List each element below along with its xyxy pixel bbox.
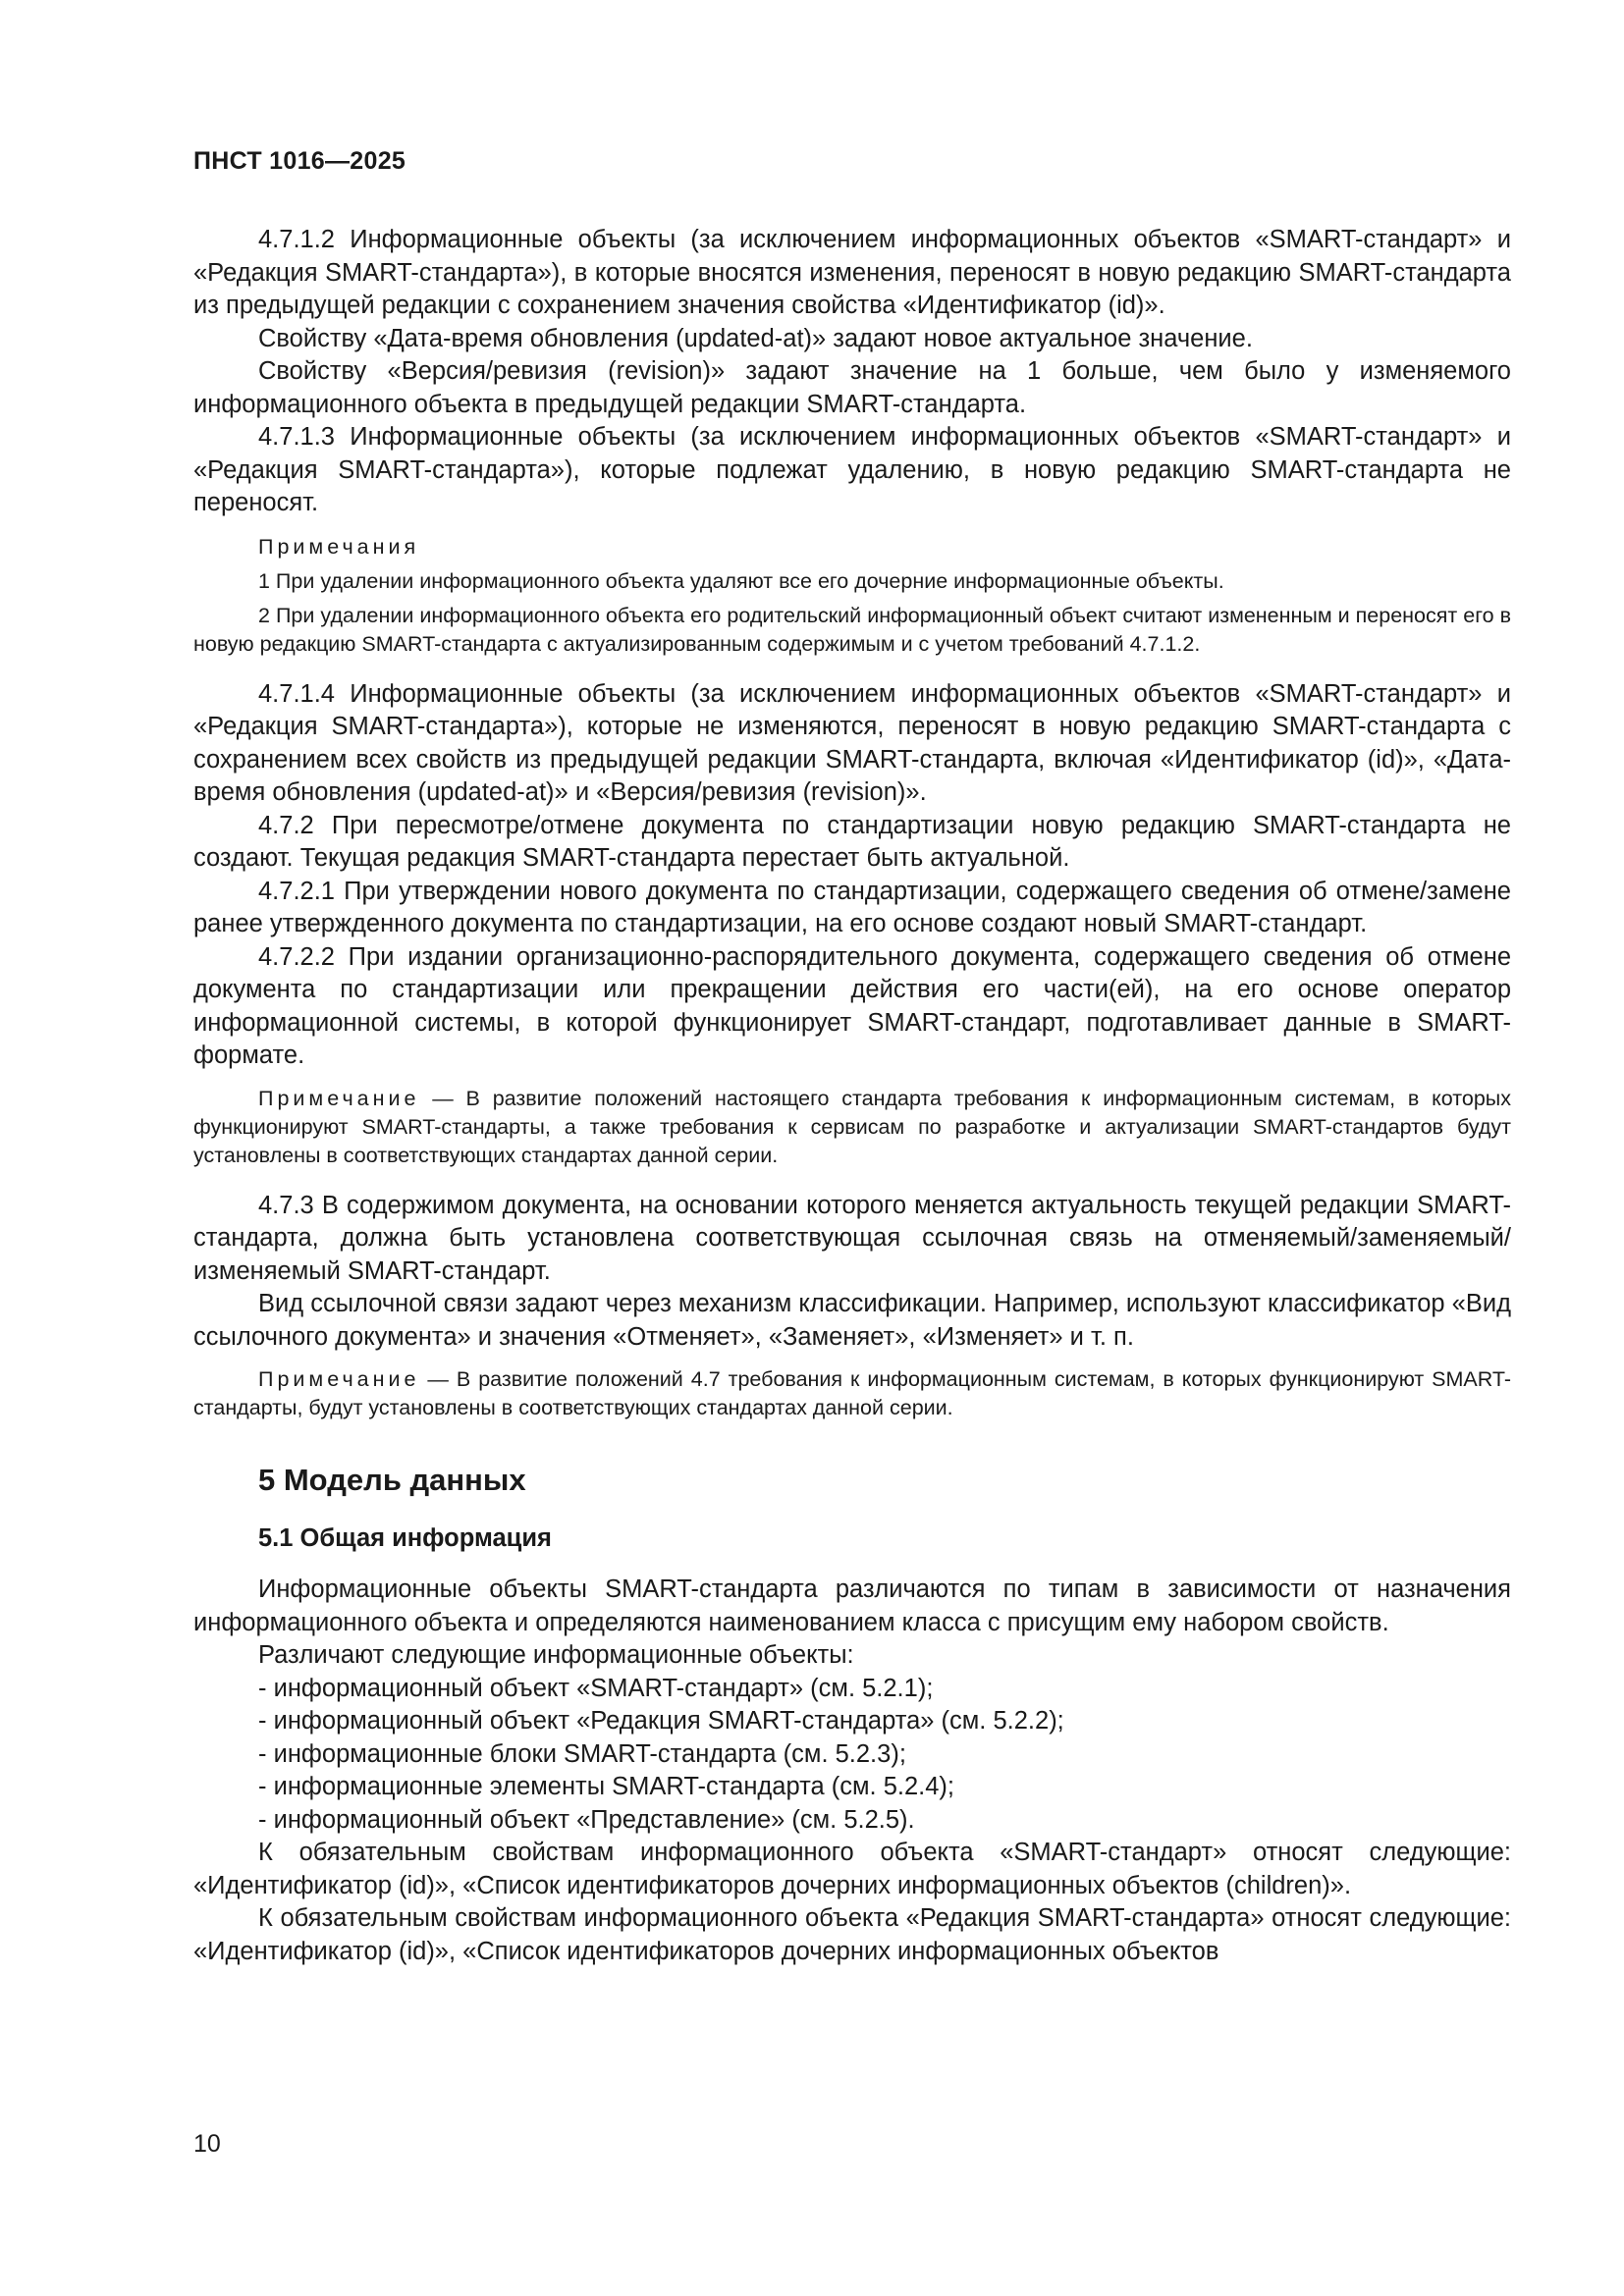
paragraph-reference-type: Вид ссылочной связи задают через механизм классификации. Например, используют классификатор «Вид ссылочного документа» и значения «Отменяет», «Заменяет», «Изменяет» и т. п. [193,1290,1511,1351]
note-label: Примечание [258,1086,420,1110]
paragraph-4-7-2-2: 4.7.2.2 При издании организационно-распорядительного документа, содержащего сведения об отмене документа по стандартизации или прекращении действия его части(ей), на его основе оператор информационной системы, в которой функционирует SMART-стандарт, подготавливает данные в SMART-формате. [193,942,1511,1069]
paragraph-list-intro: Различают следующие информационные объекты: [258,1641,854,1669]
note-text: — В развитие положений 4.7 требования к информационным системам, в которых функционируют SMART-стандарты, будут установлены в соответствующих стандартах данной серии. [193,1367,1511,1419]
list-item: - информационный объект «Представление» (см. 5.2.5). [258,1805,915,1834]
paragraph-object-types: Информационные объекты SMART-стандарта различаются по типам в зависимости от назначения информационного объекта и определяются наименованием класса с присущим ему набором свойств. [193,1575,1511,1636]
page-content [193,224,1511,1968]
subsection-heading-5-1: 5.1 Общая информация [258,1524,552,1552]
paragraph-edition-props: К обязательным свойствам информационного объекта «Редакция SMART-стандарта» относят следующие: «Идентификатор (id)», «Список идентификаторов дочерних информационных объектов [193,1904,1511,1965]
list-item: - информационный объект «Редакция SMART-стандарта» (см. 5.2.2); [258,1707,1064,1735]
paragraph-4-7-1-3: 4.7.1.3 Информационные объекты (за исключением информационных объектов «SMART-стандарт» и «Редакция SMART-стандарта»), которые подлежат удалению, в новую редакцию SMART-стандарта не переносят. [193,423,1511,516]
list-item: - информационные блоки SMART-стандарта (см. 5.2.3); [258,1739,906,1768]
list-item: - информационные элементы SMART-стандарта (см. 5.2.4); [258,1773,955,1800]
section-heading-5: 5 Модель данных [258,1463,526,1497]
note-systems [193,1085,1511,1170]
paragraph-4-7-1-4: 4.7.1.4 Информационные объекты (за исключением информационных объектов «SMART-стандарт» и «Редакция SMART-стандарта»), которые не изменяются, переносят в новую редакцию SMART-стандарта с сохранением всех свойств из предыдущей редакции SMART-стандарта, включая «Идентификатор (id)», «Дата-время обновления (updated-at)» и «Версия/ревизия (revision)». [193,679,1511,806]
list-item: - информационный объект «SMART-стандарт» (см. 5.2.1); [258,1674,934,1702]
paragraph-4-7-2-1: 4.7.2.1 При утверждении нового документа по стандартизации, содержащего сведения об отмене/замене ранее утвержденного документа по стандартизации, на его основе создают новый SMART-стандарт. [193,877,1511,937]
page-number: 10 [193,2130,221,2158]
paragraph-smart-standard-props: К обязательным свойствам информационного объекта «SMART-стандарт» относят следующие: «Идентификатор (id)», «Список идентификаторов дочерних информационных объектов (children)». [193,1839,1511,1899]
notes-title: Примечания [258,534,420,559]
paragraph-updated-at: Свойству «Дата-время обновления (updated-at)» задают новое актуальное значение. [258,324,1253,352]
paragraph-4-7-2: 4.7.2 При пересмотре/отмене документа по стандартизации новую редакцию SMART-стандарта не создают. Текущая редакция SMART-стандарта перестает быть актуальной. [193,811,1511,872]
note-1: 1 При удалении информационного объекта удаляют все его дочерние информационные объекты. [258,568,1224,593]
note-text: — В развитие положений настоящего стандарта требования к информационным системам, в которых функционируют SMART-стандарты, а также требования к сервисам по разработке и актуализации SMART-стандартов будут установлены в соответствующих стандартах данной серии. [193,1086,1511,1167]
note-2: 2 При удалении информационного объекта его родительский информационный объект считают измененным и переносят его в новую редакцию SMART-стандарта с актуализированным содержимым и с учетом требований 4.7.1.2. [193,603,1511,656]
paragraph-4-7-1-2: 4.7.1.2 Информационные объекты (за исключением информационных объектов «SMART-стандарт» и «Редакция SMART-стандарта»), в которые вносятся изменения, переносят в новую редакцию SMART-стандарта из предыдущей редакции с сохранением значения свойства «Идентификатор (id)». [193,226,1511,319]
paragraph-revision: Свойству «Версия/ревизия (revision)» задают значение на 1 больше, чем было у изменяемого информационного объекта в предыдущей редакции SMART-стандарта. [193,357,1511,418]
note-label: Примечание [258,1367,420,1391]
paragraph-4-7-3: 4.7.3 В содержимом документа, на основании которого меняется актуальность текущей редакции SMART-стандарта, должна быть установлена соответствующая ссылочная связь на отменяемый/заменяемый/изменяемый SMART-стандарт. [193,1191,1511,1285]
document-number-header: ПНСТ 1016—2025 [193,147,406,175]
note-4-7 [193,1365,1511,1422]
